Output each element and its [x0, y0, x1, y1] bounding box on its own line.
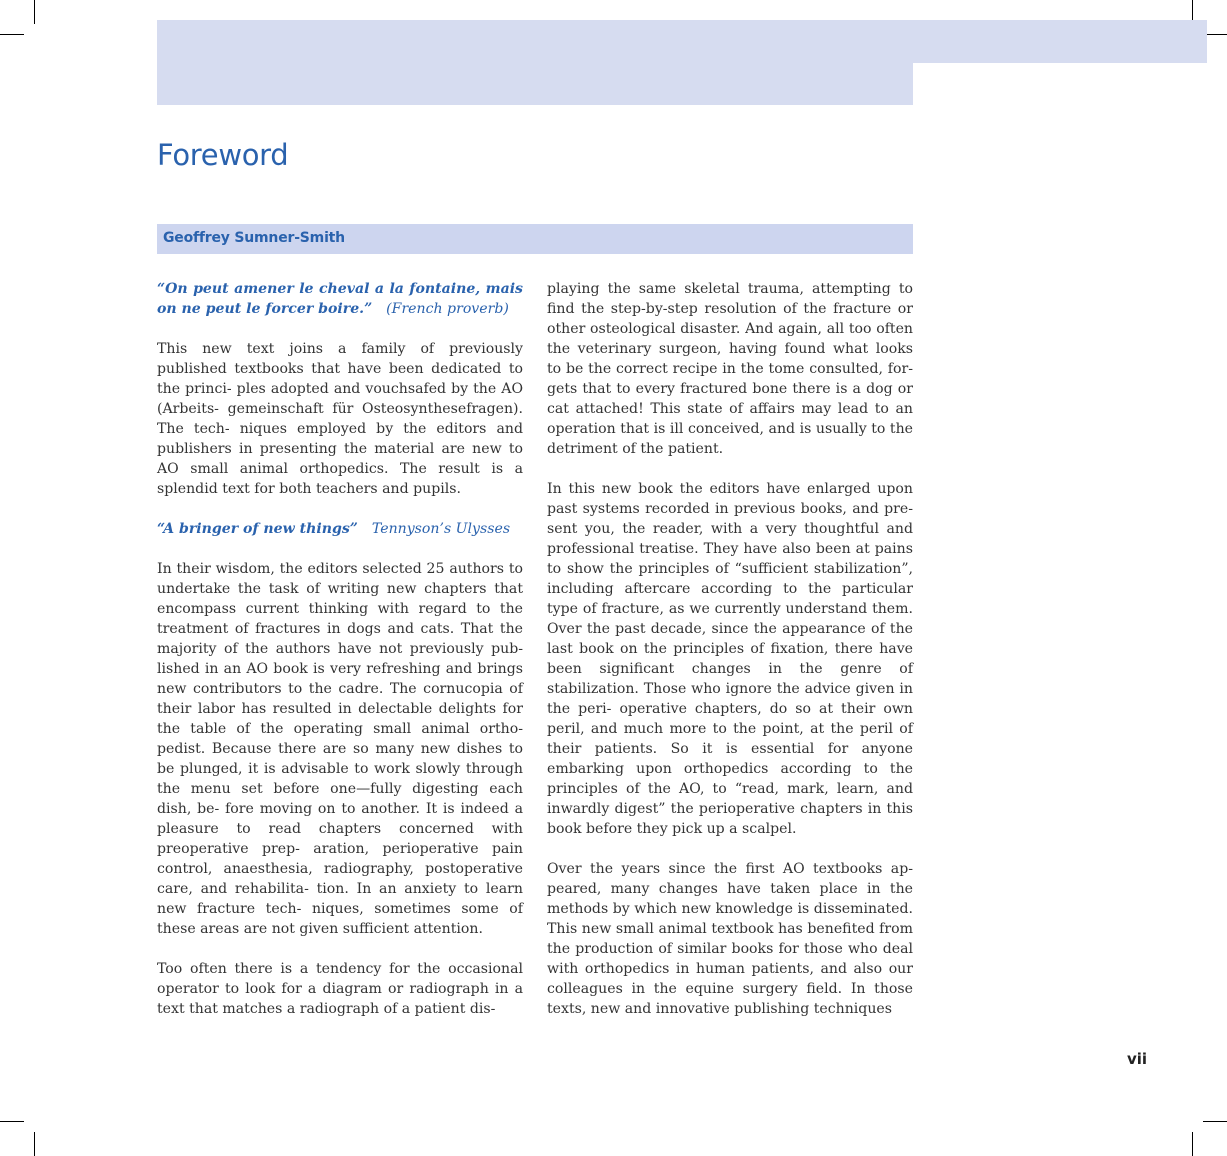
crop-mark: [34, 0, 35, 24]
right-column: [547, 279, 913, 1039]
paragraph: Over the years since the first AO textbooks ap- peared, many changes have taken place in the methods by which new knowledge is disseminated. This new small animal textbook has benefited from the production of similar books for those who deal with orthopedics in human patients, and also our colleagues in the equine surgery field. In those texts, new and innovative publishing techniques: [547, 861, 913, 1017]
left-column: [157, 279, 523, 1039]
crop-mark: [0, 34, 24, 35]
crop-mark: [1192, 1132, 1193, 1156]
quote-text: “On peut amener le cheval a la fontaine, mais on ne peut le forcer boire.”: [157, 281, 523, 317]
quote-source: (French proverb): [386, 301, 509, 317]
quote-text: “A bringer of new things”: [157, 521, 358, 537]
author-name: Geoffrey Sumner-Smith: [163, 230, 345, 246]
author-bar: [157, 224, 913, 254]
header-band: [157, 20, 913, 105]
crop-mark: [34, 1132, 35, 1156]
crop-mark: [0, 1121, 24, 1122]
epigraph-quote: [157, 519, 523, 539]
paragraph: playing the same skeletal trauma, attempting to find the step-by-step resolution of the fracture or other osteological disaster. And again, all too often the veterinary surgeon, having found what looks to be the correct recipe in the tome consulted, for- gets that to every fractured bone there is a dog or cat attached! This state of affairs may lead to an operation that is ill conceived, and is usually to the detriment of the patient.: [547, 281, 913, 457]
paragraph: Too often there is a tendency for the occasional operator to look for a diagram or radiograph in a text that matches a radiograph of a patient dis-: [157, 961, 523, 1017]
page-title: Foreword: [157, 138, 289, 172]
epigraph-quote: [157, 279, 523, 319]
quote-source: Tennyson’s Ulysses: [371, 521, 511, 537]
paragraph: This new text joins a family of previously published textbooks that have been dedicated to the princi- ples adopted and vouchsafed by the AO (Arbeits- gemeinschaft für Osteosynthesefragen). The tech- niques employed by the editors and publishers in presenting the material are new to AO small animal orthopedics. The result is a splendid text for both teachers and pupils.: [157, 341, 523, 497]
paragraph: In this new book the editors have enlarged upon past systems recorded in previous books, and pre- sent you, the reader, with a very thoughtful and professional treatise. They have also been at pains to show the principles of “sufficient stabilization”, including aftercare according to the particular type of fracture, as we currently understand them. Over the past decade, since the appearance of the last book on the principles of fixation, there have been significant changes in the genre of stabilization. Those who ignore the advice given in the peri- operative chapters, do so at their own peril, and much more to the point, at the peril of their patients. So it is essential for anyone embarking upon orthopedics according to the principles of the AO, to “read, mark, learn, and inwardly digest” the perioperative chapters in this book before they pick up a scalpel.: [547, 481, 913, 837]
page-number: vii: [1127, 1050, 1148, 1068]
header-band-extension: [913, 20, 1207, 63]
paragraph: In their wisdom, the editors selected 25 authors to undertake the task of writing new chapters that encompass current thinking with regard to the treatment of fractures in dogs and cats. That the majority of the authors have not previously pub- lished in an AO book is very refreshing and brings new contributors to the cadre. The cornucopia of their labor has resulted in delectable delights for the table of the operating small animal ortho- pedist. Because there are so many new dishes to be plunged, it is advisable to work slowly through the menu set before one—fully digesting each dish, be- fore moving on to another. It is indeed a pleasure to read chapters concerned with preoperative prep- aration, perioperative pain control, anaesthesia, radiography, postoperative care, and rehabilita- tion. In an anxiety to learn new fracture tech- niques, sometimes some of these areas are not given sufficient attention.: [157, 561, 523, 937]
crop-mark: [1203, 1121, 1227, 1122]
